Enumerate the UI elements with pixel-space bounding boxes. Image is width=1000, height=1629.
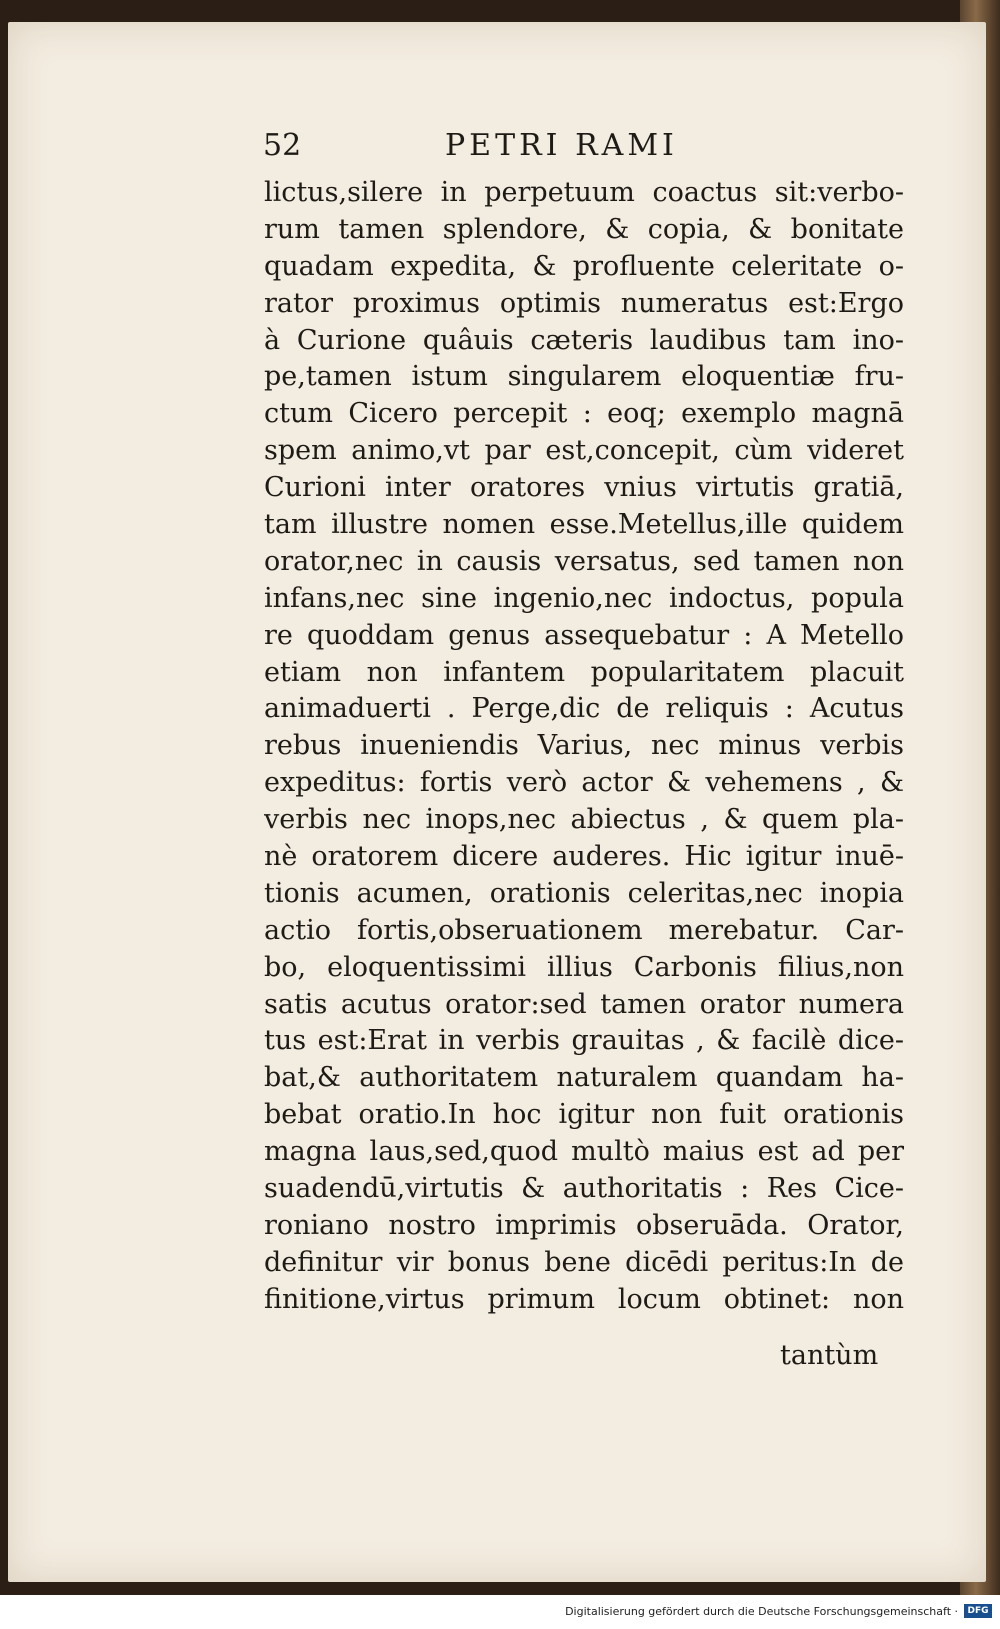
text-line: satis acutus orator:sed tamen orator numera xyxy=(264,988,904,1020)
body-text xyxy=(264,175,904,1319)
text-line: orator,nec in causis versatus, sed tamen non xyxy=(264,545,904,577)
dfg-logo-icon: DFG xyxy=(964,1604,992,1618)
text-line: verbis nec inops,nec abiectus , & quem pla- xyxy=(264,804,904,836)
text-line: tus est:Erat in verbis grauitas , & facilè dice- xyxy=(264,1025,904,1057)
page-header xyxy=(263,128,743,172)
footer-bar xyxy=(0,1595,1000,1629)
text-line: nè oratorem dicere auderes. Hic igitur inuē- xyxy=(264,841,904,873)
text-line: rebus inueniendis Varius, nec minus verbis xyxy=(264,730,904,762)
text-line: rum tamen splendore, & copia, & bonitate xyxy=(264,213,904,245)
text-line: suadendū,virtutis & authoritatis : Res Cice- xyxy=(264,1173,904,1205)
text-line: spem animo,vt par est,concepit, cùm videret xyxy=(264,435,904,467)
text-line: definitur vir bonus bene dicēdi peritus:In de xyxy=(264,1246,904,1278)
text-line: finitione,virtus primum locum obtinet: non xyxy=(264,1283,904,1315)
text-line: bat,& authoritatem naturalem quandam ha- xyxy=(264,1062,904,1094)
text-line: actio fortis,obseruationem merebatur. Car- xyxy=(264,914,904,946)
text-line: lictus,silere in perpetuum coactus sit:verbo- xyxy=(264,177,904,208)
text-line: tam illustre nomen esse.Metellus,ille quidem xyxy=(264,509,904,541)
page-number: 52 xyxy=(263,128,302,163)
catchword: tantùm xyxy=(780,1340,879,1371)
text-line: Curioni inter oratores vnius virtutis gratiā, xyxy=(264,472,904,504)
text-line: roniano nostro imprimis obseruāda. Orator, xyxy=(264,1209,904,1241)
text-line: etiam non infantem popularitatem placuit xyxy=(264,656,904,688)
text-line: infans,nec sine ingenio,nec indoctus, popula xyxy=(264,582,904,614)
funding-credit: Digitalisierung gefördert durch die Deutsche Forschungsgemeinschaft · xyxy=(565,1605,958,1618)
text-line: expeditus: fortis verò actor & vehemens , & xyxy=(264,767,904,799)
text-line: bebat oratio.In hoc igitur non fuit orationis xyxy=(264,1099,904,1131)
text-line: tionis acumen, orationis celeritas,nec inopia xyxy=(264,877,904,909)
text-line: à Curione quâuis cæteris laudibus tam ino- xyxy=(264,324,904,356)
running-title: PETRI RAMI xyxy=(445,128,678,163)
text-line: ctum Cicero percepit : eoq; exemplo magnā xyxy=(264,398,904,430)
text-line: bo, eloquentissimi illius Carbonis filius,non xyxy=(264,951,904,983)
text-line: re quoddam genus assequebatur : A Metello xyxy=(264,619,904,651)
text-line: rator proximus optimis numeratus est:Ergo xyxy=(264,287,904,319)
text-line: pe,tamen istum singularem eloquentiæ fru- xyxy=(264,361,904,393)
text-line: quadam expedita, & profluente celeritate o- xyxy=(264,250,904,282)
text-line: animaduerti . Perge,dic de reliquis : Acutus xyxy=(264,693,904,725)
text-line: magna laus,sed,quod multò maius est ad per xyxy=(264,1136,904,1168)
